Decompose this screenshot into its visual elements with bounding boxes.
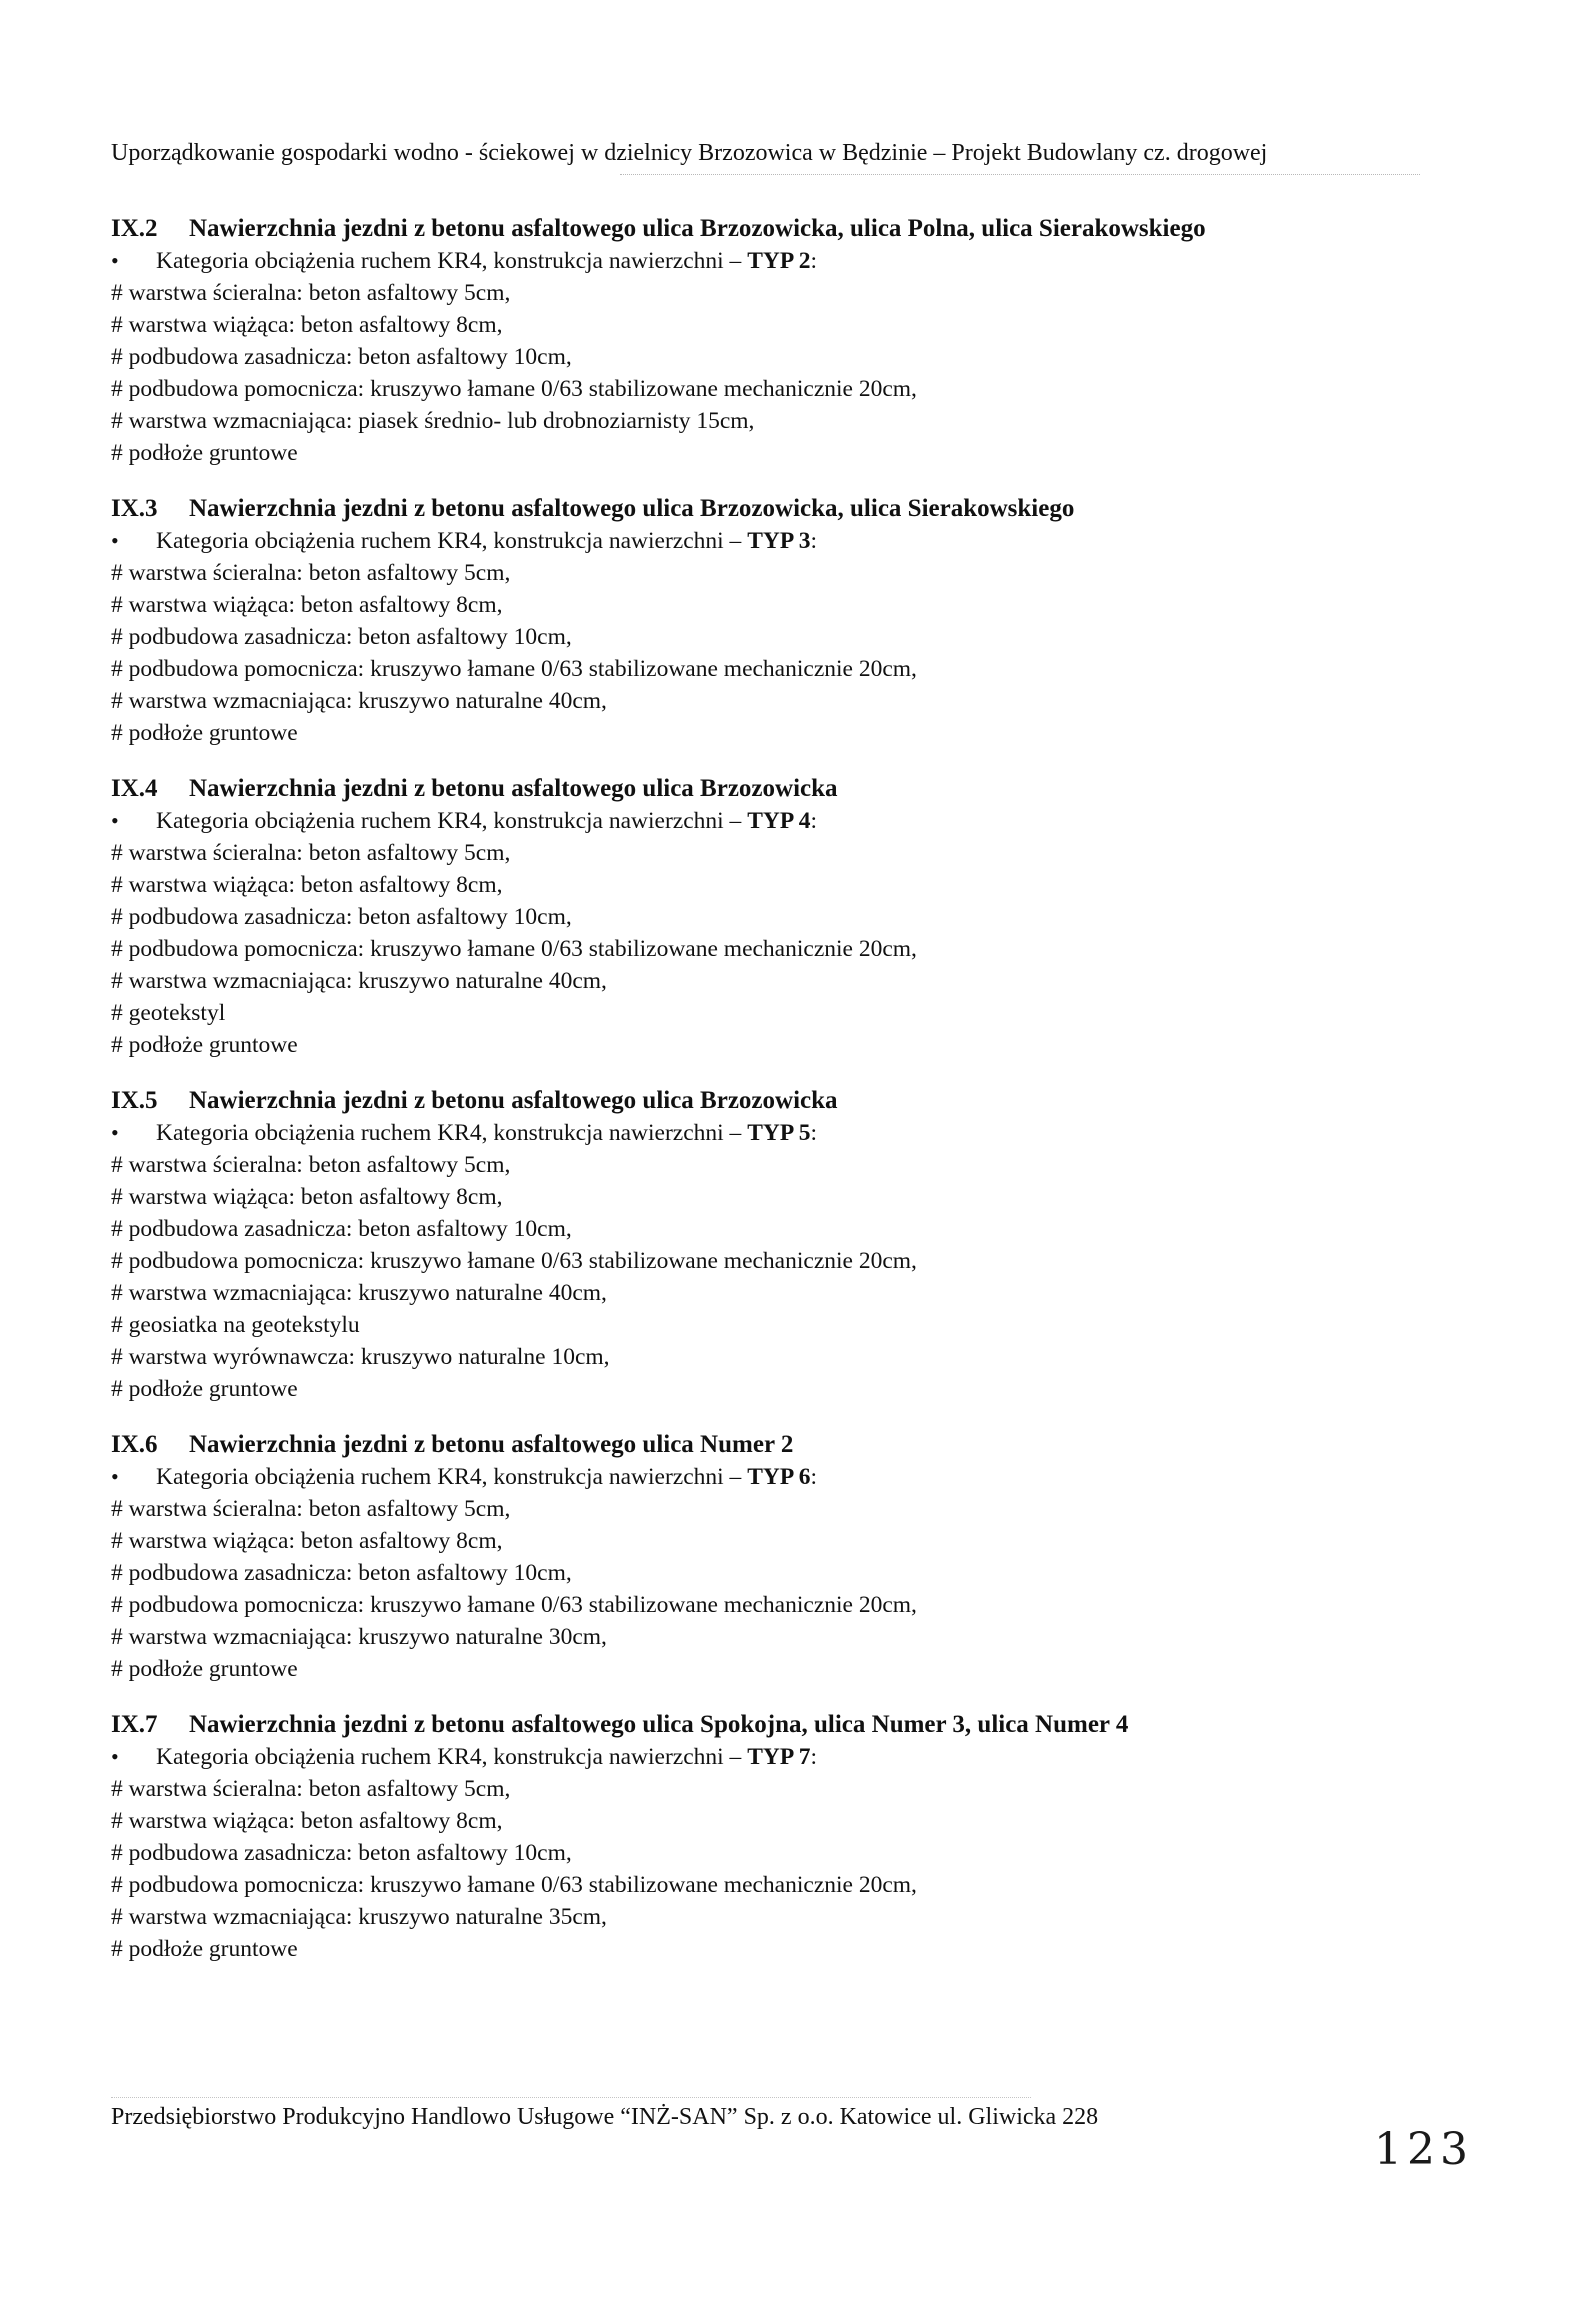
construction-type: TYP 4 bbox=[747, 808, 811, 834]
section-title bbox=[111, 773, 1441, 805]
running-header: Uporządkowanie gospodarki wodno - ściekowej w dzielnicy Brzozowica w Będzinie – Projekt Budowlany cz. drogowej bbox=[111, 140, 1268, 166]
section-number: IX.3 bbox=[111, 495, 158, 522]
layer-line: # podbudowa pomocnicza: kruszywo łamane 0/63 stabilizowane mechanicznie 20cm, bbox=[111, 1592, 917, 1618]
layer-line: # podłoże gruntowe bbox=[111, 1032, 298, 1058]
load-category-text: Kategoria obciążenia ruchem KR4, konstrukcja nawierzchni – bbox=[156, 808, 748, 834]
load-category-line bbox=[111, 805, 1441, 837]
colon: : bbox=[810, 528, 818, 554]
load-category-line bbox=[111, 1117, 1441, 1149]
layer-line: # podłoże gruntowe bbox=[111, 1936, 298, 1962]
layer-line: # podbudowa zasadnicza: beton asfaltowy 10cm, bbox=[111, 1560, 572, 1586]
section-title-text: Nawierzchnia jezdni z betonu asfaltowego ulica Brzozowicka bbox=[189, 775, 838, 802]
layer-line: # warstwa ścieralna: beton asfaltowy 5cm, bbox=[111, 840, 511, 866]
layer-line: # podbudowa pomocnicza: kruszywo łamane 0/63 stabilizowane mechanicznie 20cm, bbox=[111, 1872, 917, 1898]
construction-type: TYP 3 bbox=[747, 528, 811, 554]
load-category-text: Kategoria obciążenia ruchem KR4, konstrukcja nawierzchni – bbox=[156, 528, 748, 554]
construction-type: TYP 5 bbox=[747, 1120, 811, 1146]
layer-line: # warstwa ścieralna: beton asfaltowy 5cm, bbox=[111, 1152, 511, 1178]
load-category-line bbox=[111, 245, 1441, 277]
layer-line: # warstwa wiążąca: beton asfaltowy 8cm, bbox=[111, 872, 503, 898]
section-title-text: Nawierzchnia jezdni z betonu asfaltowego ulica Brzozowicka bbox=[189, 1087, 838, 1114]
layer-line: # podbudowa zasadnicza: beton asfaltowy 10cm, bbox=[111, 344, 572, 370]
section-number: IX.4 bbox=[111, 775, 158, 802]
layer-line: # podłoże gruntowe bbox=[111, 720, 298, 746]
layer-line: # podłoże gruntowe bbox=[111, 440, 298, 466]
layer-line: # warstwa wzmacniająca: kruszywo naturalne 40cm, bbox=[111, 968, 607, 994]
bullet-icon: • bbox=[111, 528, 119, 553]
layer-line: # warstwa wiążąca: beton asfaltowy 8cm, bbox=[111, 1808, 503, 1834]
layer-line: # podbudowa pomocnicza: kruszywo łamane 0/63 stabilizowane mechanicznie 20cm, bbox=[111, 376, 917, 402]
section-number: IX.6 bbox=[111, 1431, 158, 1458]
colon: : bbox=[810, 248, 818, 274]
layer-line: # warstwa ścieralna: beton asfaltowy 5cm, bbox=[111, 1496, 511, 1522]
layer-line: # podbudowa pomocnicza: kruszywo łamane 0/63 stabilizowane mechanicznie 20cm, bbox=[111, 656, 917, 682]
construction-type: TYP 2 bbox=[747, 248, 811, 274]
colon: : bbox=[810, 1120, 818, 1146]
layer-line: # podbudowa zasadnicza: beton asfaltowy 10cm, bbox=[111, 1216, 572, 1242]
bullet-icon: • bbox=[111, 1464, 119, 1489]
load-category-line bbox=[111, 1461, 1441, 1493]
section-number: IX.5 bbox=[111, 1087, 158, 1114]
load-category-line bbox=[111, 525, 1441, 557]
footer-rule bbox=[111, 2097, 1031, 2098]
layer-line: # warstwa wzmacniająca: kruszywo naturalne 40cm, bbox=[111, 1280, 607, 1306]
colon: : bbox=[810, 808, 818, 834]
section-number: IX.2 bbox=[111, 215, 158, 242]
bullet-icon: • bbox=[111, 1120, 119, 1145]
colon: : bbox=[810, 1464, 818, 1490]
layer-line: # geosiatka na geotekstylu bbox=[111, 1312, 360, 1338]
section-title-text: Nawierzchnia jezdni z betonu asfaltowego ulica Brzozowicka, ulica Sierakowskiego bbox=[189, 495, 1075, 522]
section bbox=[111, 1429, 1441, 1685]
section-title bbox=[111, 213, 1441, 245]
load-category-line bbox=[111, 1741, 1441, 1773]
layer-line: # warstwa wzmacniająca: kruszywo naturalne 40cm, bbox=[111, 688, 607, 714]
section bbox=[111, 213, 1441, 469]
section bbox=[111, 1085, 1441, 1405]
layer-line: # podbudowa zasadnicza: beton asfaltowy 10cm, bbox=[111, 904, 572, 930]
section-title-text: Nawierzchnia jezdni z betonu asfaltowego ulica Brzozowicka, ulica Polna, ulica Sierakowskiego bbox=[189, 215, 1206, 242]
section-title-text: Nawierzchnia jezdni z betonu asfaltowego ulica Spokojna, ulica Numer 3, ulica Numer 4 bbox=[189, 1711, 1129, 1738]
layer-line: # warstwa wyrównawcza: kruszywo naturalne 10cm, bbox=[111, 1344, 610, 1370]
bullet-icon: • bbox=[111, 248, 119, 273]
section bbox=[111, 493, 1441, 749]
bullet-icon: • bbox=[111, 808, 119, 833]
construction-type: TYP 7 bbox=[747, 1744, 811, 1770]
section-title-text: Nawierzchnia jezdni z betonu asfaltowego ulica Numer 2 bbox=[189, 1431, 794, 1458]
layer-line: # warstwa wzmacniająca: kruszywo naturalne 35cm, bbox=[111, 1904, 607, 1930]
load-category-text: Kategoria obciążenia ruchem KR4, konstrukcja nawierzchni – bbox=[156, 1464, 748, 1490]
section-title bbox=[111, 1709, 1441, 1741]
header-rule bbox=[620, 174, 1420, 175]
layer-line: # podłoże gruntowe bbox=[111, 1376, 298, 1402]
layer-line: # podbudowa zasadnicza: beton asfaltowy 10cm, bbox=[111, 624, 572, 650]
running-footer: Przedsiębiorstwo Produkcyjno Handlowo Usługowe “INŻ-SAN” Sp. z o.o. Katowice ul. Gliwicka 228 bbox=[111, 2104, 1099, 2130]
page-number: 123 bbox=[1374, 2124, 1473, 2175]
layer-line: # warstwa wzmacniająca: kruszywo naturalne 30cm, bbox=[111, 1624, 607, 1650]
layer-line: # warstwa wzmacniająca: piasek średnio- lub drobnoziarnisty 15cm, bbox=[111, 408, 755, 434]
layer-line: # warstwa ścieralna: beton asfaltowy 5cm, bbox=[111, 280, 511, 306]
load-category-text: Kategoria obciążenia ruchem KR4, konstrukcja nawierzchni – bbox=[156, 1120, 748, 1146]
layer-line: # geotekstyl bbox=[111, 1000, 226, 1026]
layer-line: # warstwa wiążąca: beton asfaltowy 8cm, bbox=[111, 1528, 503, 1554]
section-title bbox=[111, 1429, 1441, 1461]
section-title bbox=[111, 493, 1441, 525]
section bbox=[111, 773, 1441, 1061]
section-number: IX.7 bbox=[111, 1711, 158, 1738]
layer-line: # podbudowa pomocnicza: kruszywo łamane 0/63 stabilizowane mechanicznie 20cm, bbox=[111, 936, 917, 962]
layer-line: # warstwa ścieralna: beton asfaltowy 5cm, bbox=[111, 1776, 511, 1802]
section-title bbox=[111, 1085, 1441, 1117]
layer-line: # warstwa ścieralna: beton asfaltowy 5cm, bbox=[111, 560, 511, 586]
layer-line: # warstwa wiążąca: beton asfaltowy 8cm, bbox=[111, 1184, 503, 1210]
layer-line: # podbudowa zasadnicza: beton asfaltowy 10cm, bbox=[111, 1840, 572, 1866]
bullet-icon: • bbox=[111, 1744, 119, 1769]
layer-line: # podbudowa pomocnicza: kruszywo łamane 0/63 stabilizowane mechanicznie 20cm, bbox=[111, 1248, 917, 1274]
layer-line: # warstwa wiążąca: beton asfaltowy 8cm, bbox=[111, 592, 503, 618]
construction-type: TYP 6 bbox=[747, 1464, 811, 1490]
layer-line: # podłoże gruntowe bbox=[111, 1656, 298, 1682]
load-category-text: Kategoria obciążenia ruchem KR4, konstrukcja nawierzchni – bbox=[156, 1744, 748, 1770]
section bbox=[111, 1709, 1441, 1965]
colon: : bbox=[810, 1744, 818, 1770]
document-body bbox=[111, 213, 1441, 1989]
layer-line: # warstwa wiążąca: beton asfaltowy 8cm, bbox=[111, 312, 503, 338]
load-category-text: Kategoria obciążenia ruchem KR4, konstrukcja nawierzchni – bbox=[156, 248, 748, 274]
